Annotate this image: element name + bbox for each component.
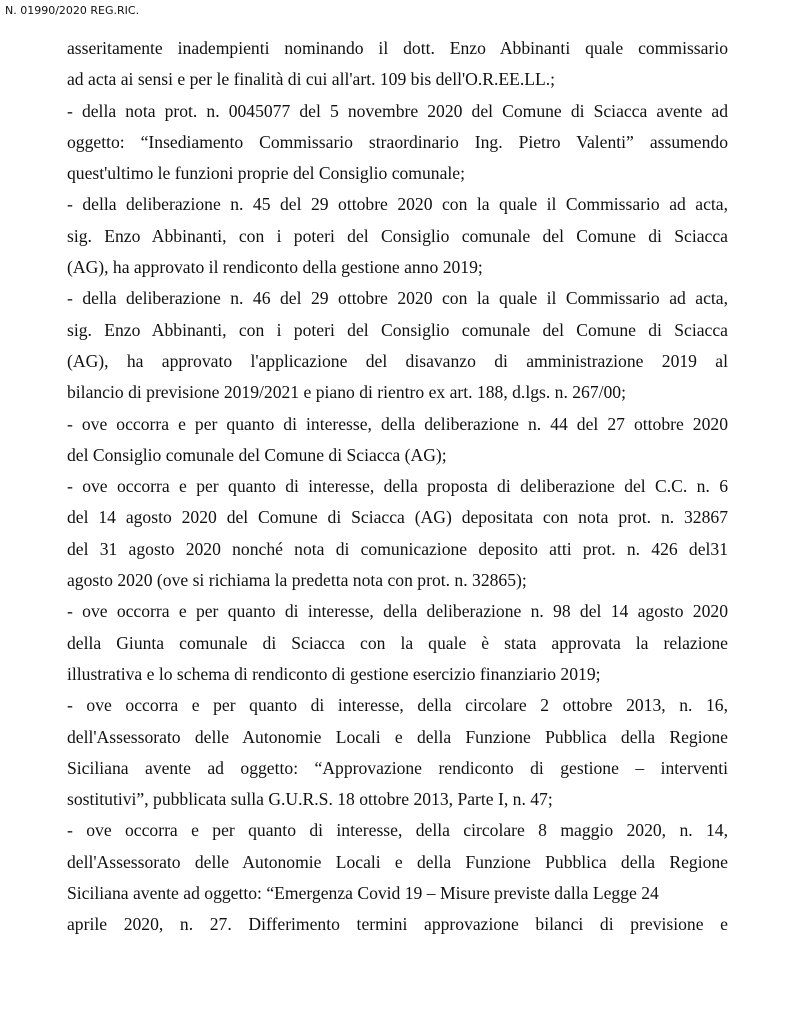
document-body (67, 33, 728, 941)
document-line: del 31 agosto 2020 nonché nota di comunicazione deposito atti prot. n. 426 del31 (67, 538, 728, 559)
document-line: - della deliberazione n. 46 del 29 ottobre 2020 con la quale il Commissario ad acta, (67, 288, 728, 309)
document-line: (AG), ha approvato il rendiconto della gestione anno 2019; (67, 257, 483, 278)
document-line: sig. Enzo Abbinanti, con i poteri del Consiglio comunale del Comune di Sciacca (67, 225, 728, 246)
document-line: - della nota prot. n. 0045077 del 5 novembre 2020 del Comune di Sciacca avente ad (67, 100, 728, 121)
document-line: sostitutivi”, pubblicata sulla G.U.R.S. 18 ottobre 2013, Parte I, n. 47; (67, 789, 553, 810)
document-line: - ove occorra e per quanto di interesse, della proposta di deliberazione del C.C. n. 6 (67, 476, 728, 497)
document-line: (AG), ha approvato l'applicazione del disavanzo di amministrazione 2019 al (67, 350, 728, 371)
document-line: - della deliberazione n. 45 del 29 ottobre 2020 con la quale il Commissario ad acta, (67, 194, 728, 215)
document-line: aprile 2020, n. 27. Differimento termini approvazione bilanci di previsione e (67, 914, 728, 935)
document-line: Siciliana avente ad oggetto: “Emergenza Covid 19 – Misure previste dalla Legge 24 (67, 883, 659, 904)
document-line: - ove occorra e per quanto di interesse, della deliberazione n. 98 del 14 agosto 2020 (67, 601, 728, 622)
document-line: della Giunta comunale di Sciacca con la quale è stata approvata la relazione (67, 632, 728, 653)
document-line: del 14 agosto 2020 del Comune di Sciacca (AG) depositata con nota prot. n. 32867 (67, 507, 728, 528)
document-line: agosto 2020 (ove si richiama la predetta nota con prot. n. 32865); (67, 570, 527, 591)
document-line: oggetto: “Insediamento Commissario straordinario Ing. Pietro Valenti” assumendo (67, 131, 728, 152)
document-line: illustrativa e lo schema di rendiconto di gestione esercizio finanziario 2019; (67, 663, 601, 684)
document-line: del Consiglio comunale del Comune di Sciacca (AG); (67, 444, 447, 465)
document-line: dell'Assessorato delle Autonomie Locali e della Funzione Pubblica della Regione (67, 726, 728, 747)
document-line: Siciliana avente ad oggetto: “Approvazione rendiconto di gestione – interventi (67, 757, 728, 778)
document-line: asseritamente inadempienti nominando il dott. Enzo Abbinanti quale commissario (67, 38, 728, 58)
document-line: dell'Assessorato delle Autonomie Locali e della Funzione Pubblica della Regione (67, 851, 728, 872)
document-line: - ove occorra e per quanto di interesse, della circolare 2 ottobre 2013, n. 16, (67, 695, 728, 716)
case-reference-number: N. 01990/2020 REG.RIC. (5, 4, 140, 17)
document-line: - ove occorra e per quanto di interesse, della circolare 8 maggio 2020, n. 14, (67, 820, 728, 841)
document-line: - ove occorra e per quanto di interesse, della deliberazione n. 44 del 27 ottobre 2020 (67, 413, 728, 434)
document-line: bilancio di previsione 2019/2021 e piano di rientro ex art. 188, d.lgs. n. 267/00; (67, 382, 626, 403)
document-line: sig. Enzo Abbinanti, con i poteri del Consiglio comunale del Comune di Sciacca (67, 319, 728, 340)
document-line: quest'ultimo le funzioni proprie del Consiglio comunale; (67, 163, 465, 184)
document-line: ad acta ai sensi e per le finalità di cui all'art. 109 bis dell'O.R.EE.LL.; (67, 69, 556, 90)
